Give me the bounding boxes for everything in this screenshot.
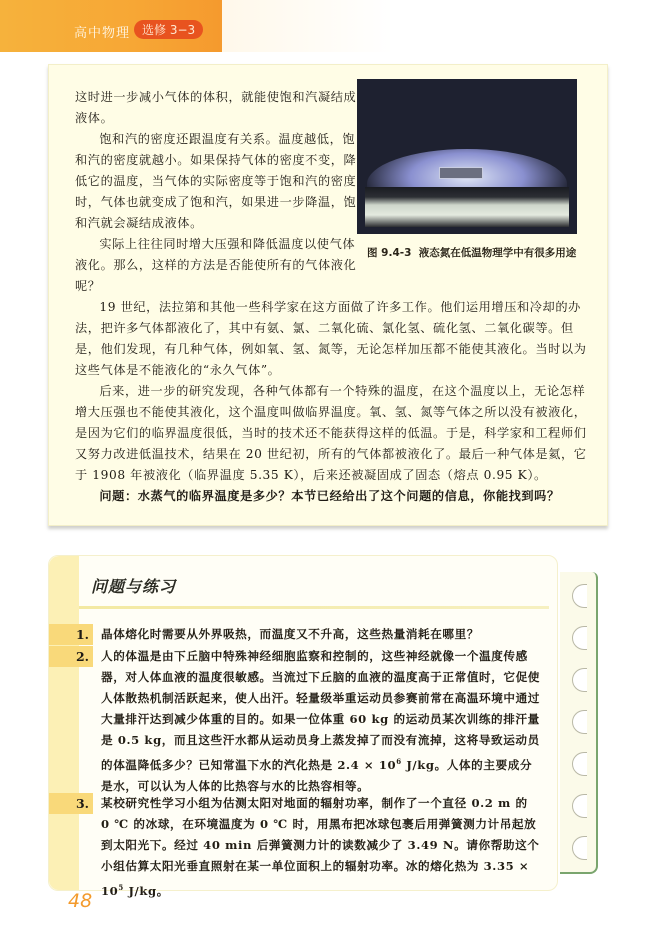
figure-caption — [367, 245, 607, 260]
full-width-text — [75, 297, 591, 507]
exponent: 6 — [396, 757, 402, 766]
paragraph: 实际上往往同时增大压强和降低温度以使气体液化。那么，这样的方法是否能使所有的气体液化呢？ — [75, 237, 357, 293]
levitating-magnet — [439, 167, 483, 179]
header-fade — [222, 0, 650, 52]
binder-ring-icon — [572, 710, 587, 734]
exercise-text: 晶体熔化时需要从外界吸热，而温度又不升高，这些热量消耗在哪里？ — [101, 627, 480, 641]
card-accent-strip — [49, 556, 79, 890]
question-text: 水蒸气的临界温度是多少？本节已经给出了这个问题的信息，你能找到吗？ — [137, 489, 560, 503]
exercise-text — [101, 646, 541, 797]
binder-ring-icon — [572, 752, 587, 776]
paragraph: 19 世纪，法拉第和其他一些科学家在这方面做了许多工作。他们运用增压和冷却的办法，把许多气体都液化了，其中有氨、氯、二氧化硫、氯化氢、硫化氢、二氧化碳等。但是，他们发现，有几种气体，例如氧、氢、氮等，无论怎样加压都不能使其液化。当时以为这些气体是不能液化的“永久气体”。 — [75, 300, 587, 377]
exponent: 5 — [118, 883, 124, 892]
exercise-text-part: J/kg。人体的主要成分是水，可以认为人体的比热容与水的比热容相等。 — [101, 757, 533, 793]
exercise-text — [101, 793, 541, 902]
exercise-number: 1. — [49, 624, 93, 645]
reading-card — [48, 64, 608, 526]
exercise-text-part: 某校研究性学习小组为估测太阳对地面的辐射功率，制作了一个直径 0.2 m 的 0 ℃ 的冰球，在环境温度为 0 ℃ 时，用黑布把冰球包裹后用弹簧测力计吊起放到太阳光下。经过 40 min 后弹簧测力计的读数减少了 3.49 N。请你帮助这个小组估算太阳光垂直照射在某一单位面积上的辐射功率。冰的熔化热为 3.35 × 10 — [101, 796, 540, 898]
question-paragraph — [75, 486, 591, 507]
book-subject: 高中物理 — [74, 26, 131, 41]
binder-ring-icon — [572, 668, 587, 692]
paragraph: 饱和汽的密度还跟温度有关系。温度越低，饱和汽的密度就越小。如果保持气体的密度不变，降低它的温度，当气体的实际密度等于饱和汽的密度时，气体也就变成了饱和汽，如果进一步降温，饱和汽就会凝结成液体。 — [75, 132, 357, 230]
book-volume-badge: 选修 3−3 — [134, 20, 203, 39]
liquid-nitrogen-photo — [357, 79, 577, 234]
paragraph: 后来，进一步的研究发现，各种气体都有一个特殊的温度，在这个温度以上，无论怎样增大压强也不能使其液化，这个温度叫做临界温度。氧、氢、氮等气体之所以没有被液化，是因为它们的临界温度很低，当时的技术还不能获得这样的低温。于是，科学家和工程师们又努力改进低温技术，结果在 20 世纪初，所有的气体都被液化了。最后一种气体是氦，它于 1908 年被液化（临界温度 5.35 K），后来还被凝固成了固态（熔点 0.95 K）。 — [75, 384, 587, 482]
binder-ring-icon — [572, 836, 587, 860]
exercises-card — [48, 555, 558, 898]
exercise-number: 3. — [49, 793, 93, 814]
title-divider — [79, 606, 549, 609]
page-number: 48 — [68, 890, 93, 912]
left-column-text — [75, 87, 357, 297]
exercise-number: 2. — [49, 646, 93, 667]
binder-rings-panel — [560, 572, 598, 874]
superconductor-dish — [365, 187, 569, 227]
exercise-text-part: J/kg。 — [123, 883, 169, 898]
exercises-title: 问题与练习 — [91, 577, 177, 596]
question-label: 问题： — [99, 489, 138, 503]
binder-ring-icon — [572, 626, 587, 650]
binder-ring-icon — [572, 584, 587, 608]
binder-ring-icon — [572, 794, 587, 818]
paragraph: 这时进一步减小气体的体积，就能使饱和汽凝结成液体。 — [75, 90, 357, 125]
figure-caption-text: 液态氮在低温物理学中有很多用途 — [418, 247, 577, 259]
exercise-text-part: 人的体温是由下丘脑中特殊神经细胞监察和控制的，这些神经就像一个温度传感器，对人体血液的温度很敏感。当流过下丘脑的血液的温度高于正常值时，它促使人体散热机制活跃起来，使人出汗。轻量级举重运动员参赛前常在高温环境中通过大量排汗达到减少体重的目的。如果一位体重 60 kg 的运动员某次训练的排汗量是 0.5 kg，而且这些汗水都从运动员身上蒸发掉了而没有流掉，这将导致运动员的体温降低多少？已知常温下水的汽化热是 2.4 × 10 — [101, 649, 540, 772]
figure-label: 图 9.4-3 — [367, 247, 412, 259]
